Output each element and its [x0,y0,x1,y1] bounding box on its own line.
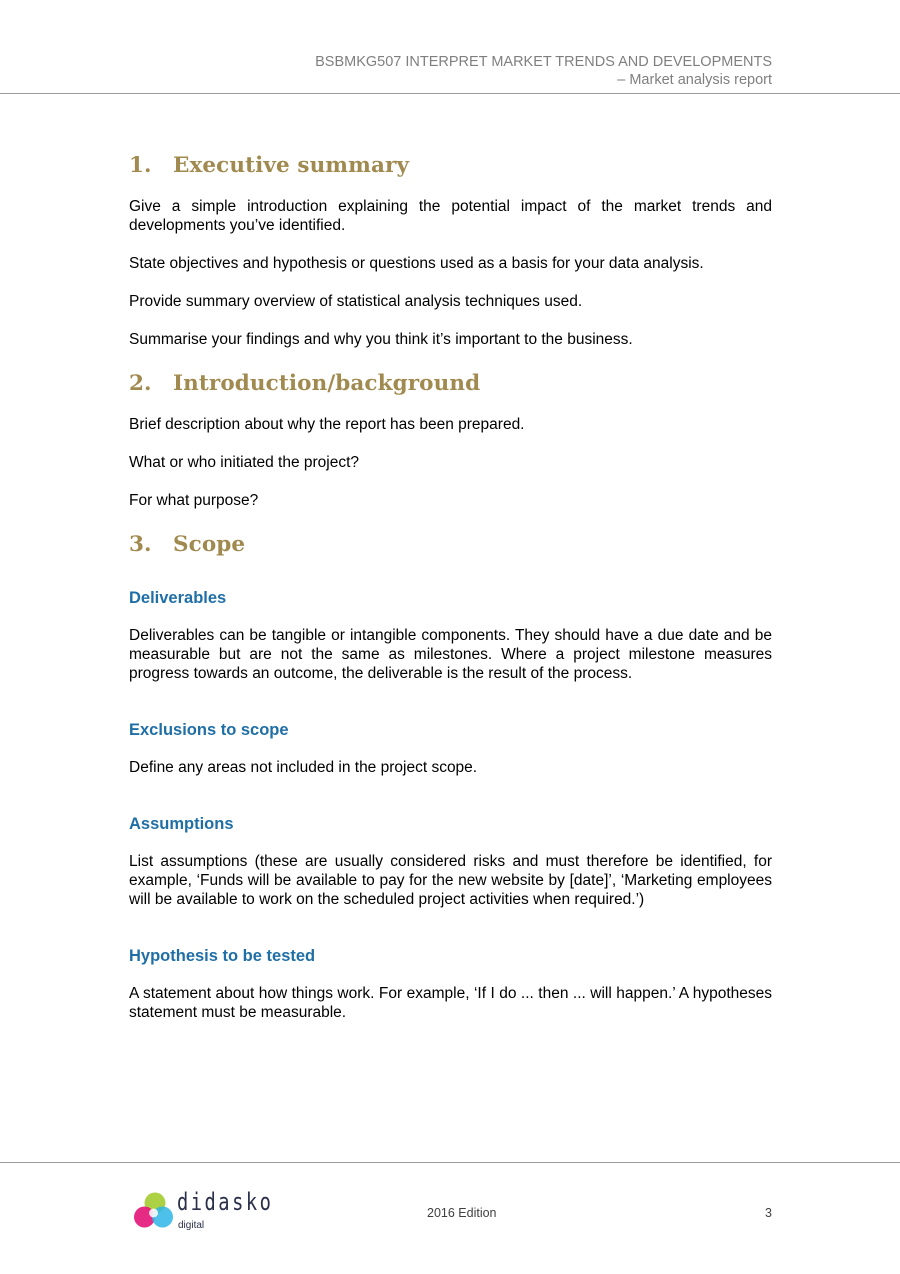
paragraph: Summarise your findings and why you think it’s important to the business. [129,331,633,348]
paragraph: Define any areas not included in the project scope. [129,759,478,776]
section-heading-scope [129,527,772,563]
footer-edition: 2016 Edition [427,1206,497,1220]
page-number: 3 [765,1206,772,1220]
header-course-title: BSBMKG507 INTERPRET MARKET TRENDS AND DEVELOPMENTS [315,54,772,70]
document-body [129,148,772,1022]
running-header [315,54,772,89]
header-rule [0,93,900,94]
subheading-assumptions: Assumptions [129,815,234,833]
didasko-logo [133,1190,278,1236]
paragraph: State objectives and hypothesis or questions used as a basis for your data analysis. [129,255,704,272]
section-heading-introduction [129,366,772,402]
header-document-title: – Market analysis report [617,71,772,88]
logo-subtitle: digital [178,1220,205,1231]
subheading-deliverables: Deliverables [129,589,227,607]
section-number: 1. [129,153,152,178]
footer-rule [0,1162,900,1163]
section-number: 2. [129,371,152,396]
logo-circles-icon [133,1190,177,1232]
section-heading-executive-summary [129,148,772,184]
subheading-exclusions: Exclusions to scope [129,721,289,739]
section-title: Introduction/background [173,371,481,396]
paragraph: A statement about how things work. For example, ‘If I do ... then ... will happen.’ A hypotheses statement must be measurable. [129,985,772,1021]
paragraph: Deliverables can be tangible or intangible components. They should have a due date and be measurable but are not the same as milestones. Where a project milestone measures progress towards an outcome, the deliverable is the result of the process. [129,627,772,682]
paragraph: Provide summary overview of statistical analysis techniques used. [129,293,583,310]
paragraph: For what purpose? [129,492,259,509]
section-number: 3. [129,532,152,557]
subheading-hypothesis: Hypothesis to be tested [129,947,316,965]
paragraph: Brief description about why the report has been prepared. [129,416,525,433]
logo-wordmark: didasko [177,1188,274,1216]
paragraph: Give a simple introduction explaining the potential impact of the market trends and developments you’ve identified. [129,198,772,234]
section-title: Scope [173,532,246,557]
section-title: Executive summary [173,153,410,178]
paragraph: List assumptions (these are usually considered risks and must therefore be identified, for example, ‘Funds will be available to pay for the new website by [date]’, ‘Marketing employees will be available to work on the scheduled project activities when required.’) [129,853,772,908]
paragraph: What or who initiated the project? [129,454,360,471]
